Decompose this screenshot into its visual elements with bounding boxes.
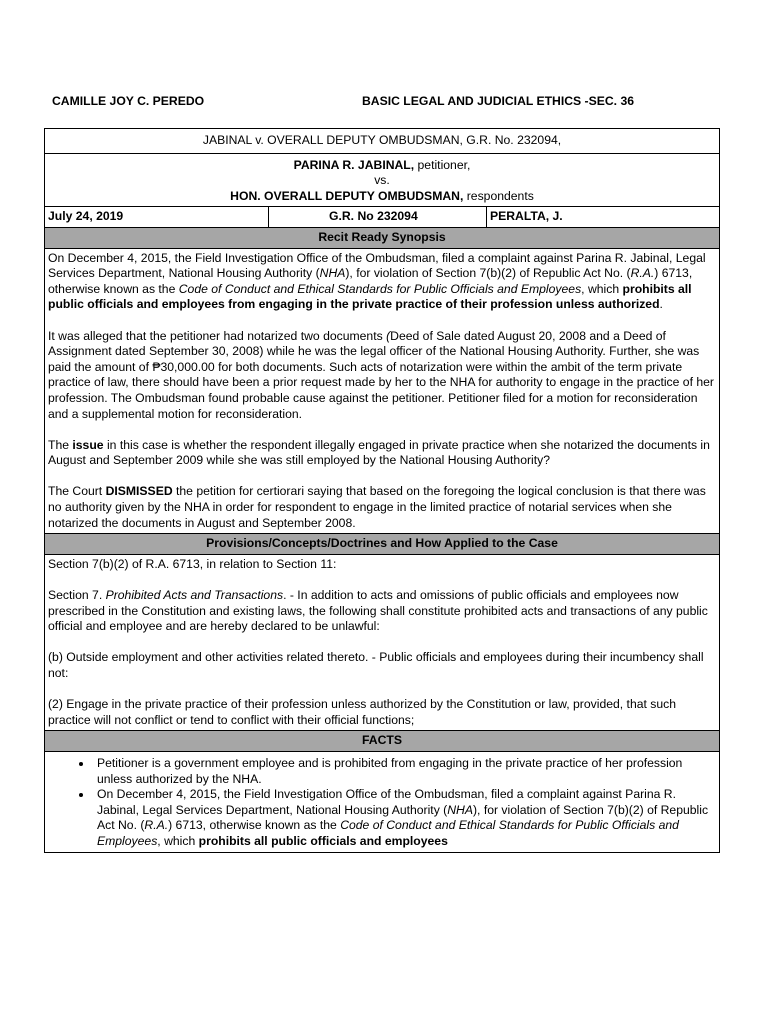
text-run: . - In addition to acts and omissions of public officials and employees now prescribed in the Constitution and existing laws, the following shall constitute prohibited acts and transactions of any public official and employee and are hereby declared to be unlawful: [48,588,708,634]
provisions-heading: Provisions/Concepts/Doctrines and How Applied to the Case [45,534,720,555]
text-run: ( [386,328,391,343]
text-run: ), for violation of Section 7(b)(2) of Republic Act No. ( [97,802,709,833]
text-run: prohibits all public officials and employees [198,833,448,848]
text-run: , which [581,281,623,296]
text-run: . [659,297,663,312]
text-run: issue [72,437,104,452]
provision-paragraph: (b) Outside employment and other activities related thereto. - Public officials and employees during their incumbency shall not: [48,650,704,680]
text-run: prohibits all public officials and employees from engaging in the private practice of their profession unless authorized [48,281,692,312]
facts-body [45,751,720,852]
provision-paragraph [48,588,716,635]
case-title: JABINAL v. OVERALL DEPUTY OMBUDSMAN, G.R. No. 232094, [45,129,720,154]
text-run: On December 4, 2015, the Field Investigation Office of the Ombudsman, filed a complaint against Parina R. Jabinal, Legal Services Department, National Housing Authority ( [48,250,706,281]
text-run: The [48,437,73,452]
case-meta-row [45,207,720,228]
text-run: Section 7. [48,588,106,603]
facts-list [48,756,716,850]
provisions-body [45,554,720,731]
facts-body-row [45,751,720,852]
synopsis-paragraph [48,251,716,313]
case-date: July 24, 2019 [45,207,269,228]
synopsis-paragraph [48,484,716,531]
text-run: ) 6713, otherwise known as the [48,266,693,296]
provisions-body-row [45,554,720,731]
text-run: ) 6713, otherwise known as the [168,818,341,833]
text-run: R.A. [630,266,655,281]
respondent-role: respondents [463,188,534,203]
text-run: , which [157,833,199,848]
parties-row [45,153,720,207]
text-run: DISMISSED [105,484,173,499]
list-item: • Petitioner is a government employee and is prohibited from engaging in the private practice of her profession unless authorized by the NHA. [93,756,716,787]
text-run: the petition for certiorari saying that based on the foregoing the logical conclusion is that there was no authority given by the NHA in order for respondent to engage in the limited practice of notarial services when she notarized the documents in August and September 2008. [48,484,706,530]
synopsis-heading: Recit Ready Synopsis [45,227,720,248]
synopsis-body [45,248,720,534]
case-title-row [45,129,720,154]
petitioner-name: PARINA R. JABINAL, [293,157,415,172]
list-item [93,787,716,849]
text-run: Deed of Sale dated August 20, 2008 and a Deed of Assignment dated September 30, 2008) while he was the legal officer of the National Housing Authority. Further, she was paid the amount of ₱30,000.00 for both documents. Such acts of notarization were within the ambit of the term private practice of law, there should have been a prior request made by her to the NHA for authority to engage in the practice of her profession. The Ombudsman found probable cause against the petitioner. Petitioner filed for a motion for reconsideration and a supplemental motion for reconsideration. [48,328,714,421]
respondent-name: HON. OVERALL DEPUTY OMBUDSMAN, [230,188,464,203]
text-run: R.A. [144,818,169,833]
text-run: Code of Conduct and Ethical Standards for Public Officials and Employees [178,281,582,296]
provision-paragraph: Section 7(b)(2) of R.A. 6713, in relation to Section 11: [48,556,337,571]
text-run: The Court [48,484,106,499]
text-run: It was alleged that the petitioner had notarized two documents [48,328,387,343]
case-digest-table [44,128,720,853]
parties-cell [45,153,720,207]
petitioner-role: petitioner, [414,157,471,172]
text-run: NHA [447,802,473,817]
case-ponente: PERALTA, J. [487,207,720,228]
synopsis-paragraph [48,329,716,423]
provision-paragraph: (2) Engage in the private practice of their profession unless authorized by the Constitution or law, provided, that such practice will not conflict or tend to conflict with their official functions; [48,697,677,727]
versus-text: vs. [374,173,390,188]
facts-heading: FACTS [45,731,720,752]
text-run: ), for violation of Section 7(b)(2) of Republic Act No. ( [345,266,631,281]
facts-heading-row [45,731,720,752]
course-title: BASIC LEGAL AND JUDICIAL ETHICS -SEC. 36 [362,94,634,108]
synopsis-body-row [45,248,720,534]
text-run: On December 4, 2015, the Field Investigation Office of the Ombudsman, filed a complaint against Parina R. Jabinal, Legal Services Department, National Housing Authority ( [97,787,676,817]
synopsis-heading-row [45,227,720,248]
author-name: CAMILLE JOY C. PEREDO [52,94,205,108]
text-run: NHA [319,266,346,281]
text-run: Prohibited Acts and Transactions [105,588,284,603]
text-run: in this case is whether the respondent illegally engaged in private practice when she notarized the documents in August and September 2009 while she was still employed by the National Housing Authority? [48,437,710,468]
text-run: Code of Conduct and Ethical Standards for Public Officials and Employees [97,818,679,848]
case-gr-number: G.R. No 232094 [269,207,487,228]
synopsis-paragraph [48,438,716,469]
provisions-heading-row [45,534,720,555]
